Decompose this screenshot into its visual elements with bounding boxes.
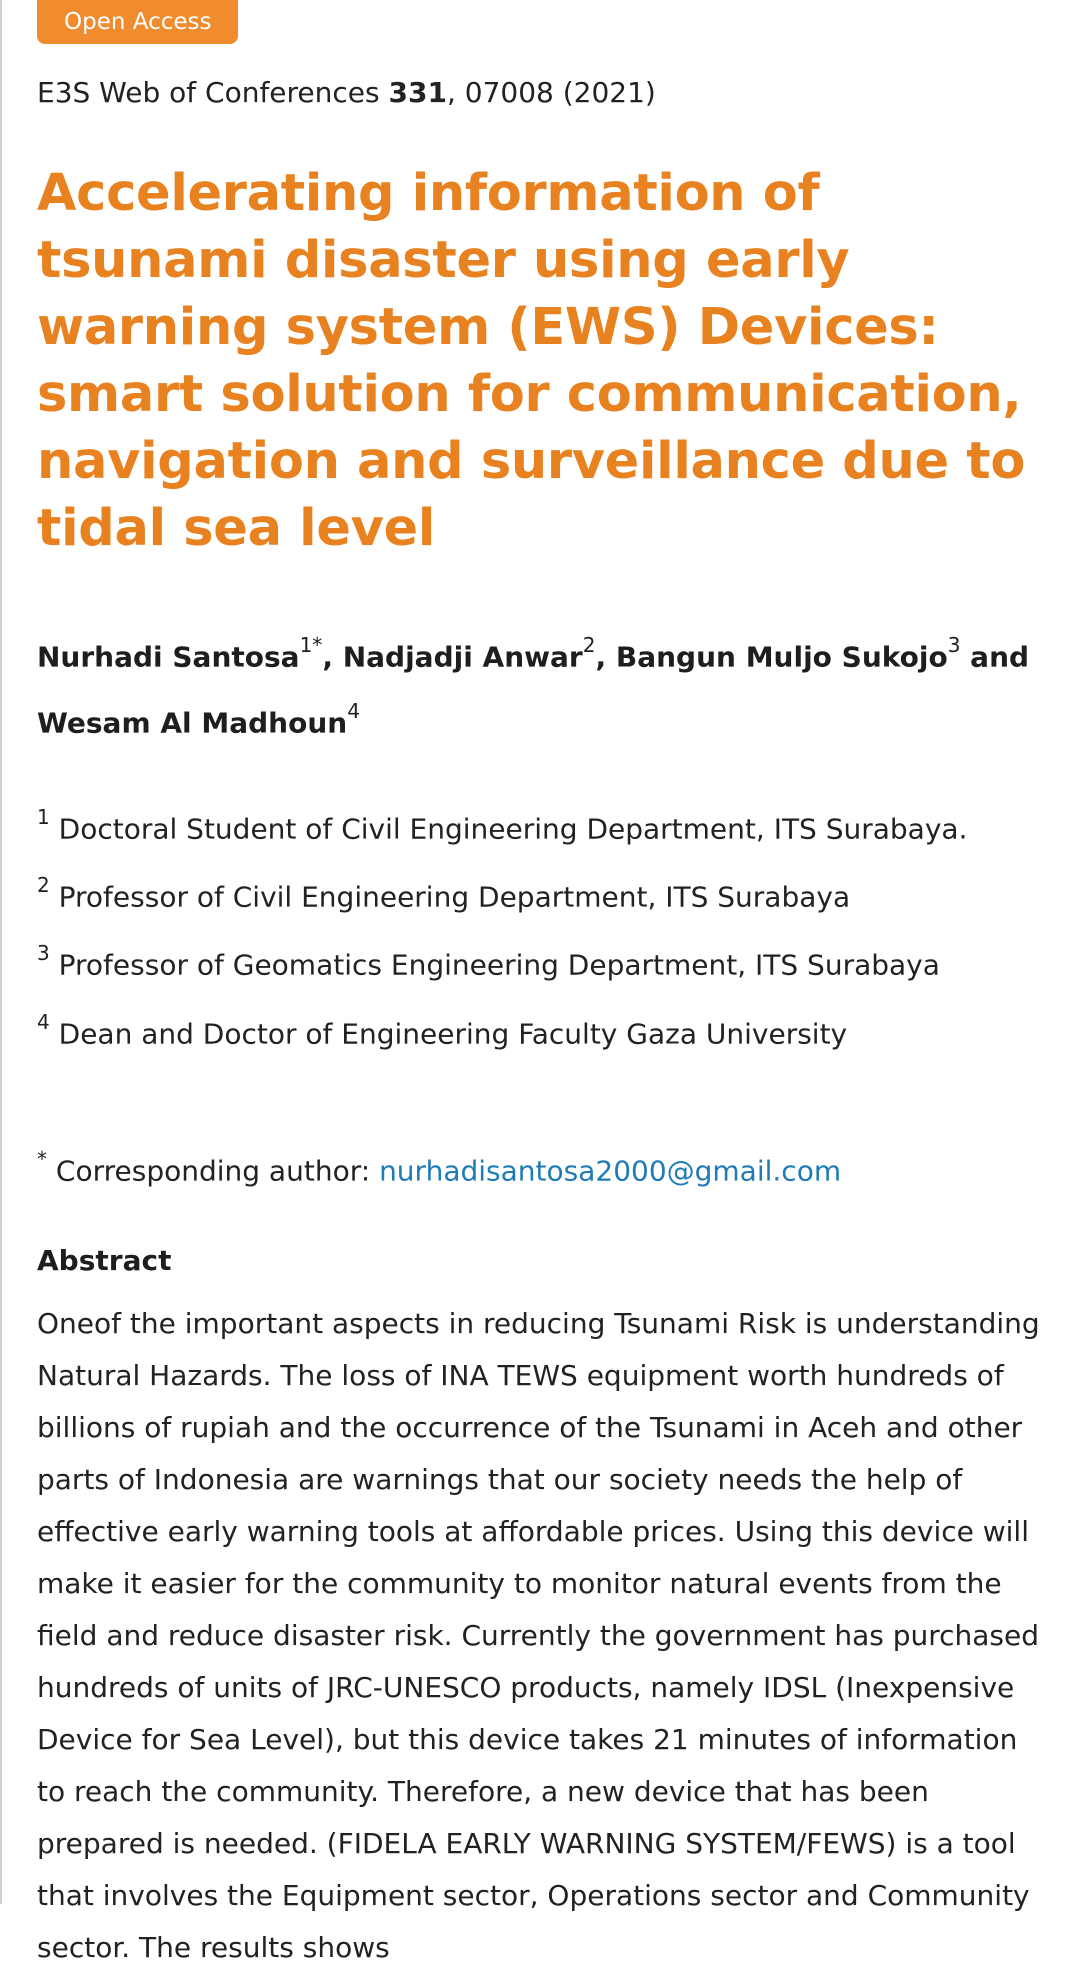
affiliation-item (37, 859, 1047, 927)
affiliation-list (37, 791, 1047, 1064)
author-affiliation-mark: 3 (947, 633, 961, 657)
corresponding-author (37, 1142, 1047, 1192)
affiliation-item (37, 927, 1047, 995)
journal-volume: 331 (388, 76, 447, 109)
affiliation-text: Professor of Geomatics Engineering Department, ITS Surabaya (49, 948, 940, 982)
author-separator: , (595, 640, 616, 674)
author-name: Bangun Muljo Sukojo (615, 640, 948, 674)
journal-citation (37, 76, 1047, 110)
journal-article-info: , 07008 (2021) (446, 76, 656, 109)
author-affiliation-mark: 1* (299, 633, 323, 657)
author-affiliation-mark: 2 (582, 633, 596, 657)
affiliation-number: 3 (37, 941, 50, 966)
article-title: Accelerating information of tsunami disaster using early warning system (EWS) Devices: smart solution for communication, navigation and surveillance due to tidal sea level (37, 164, 1026, 558)
affiliation-text: Doctoral Student of Civil Engineering Department, ITS Surabaya. (49, 811, 968, 845)
open-access-badge[interactable]: Open Access (37, 0, 238, 44)
author-name: Nadjadji Anwar (342, 640, 583, 674)
page-left-border (0, 0, 2, 1904)
affiliation-number: 4 (37, 1009, 50, 1034)
corresponding-label: Corresponding author: (47, 1154, 380, 1188)
affiliation-text: Dean and Doctor of Engineering Faculty Gaza University (49, 1016, 848, 1050)
affiliation-text: Professor of Civil Engineering Department, ITS Surabaya (49, 880, 851, 914)
author-separator: and (960, 640, 1030, 674)
author-affiliation-mark: 4 (347, 699, 360, 724)
affiliation-number: 2 (37, 872, 50, 897)
affiliation-number: 1 (37, 804, 50, 829)
author-list (37, 620, 1047, 753)
journal-name: E3S Web of Conferences (37, 76, 389, 109)
article-header (37, 0, 1047, 1974)
abstract-heading: Abstract (37, 1244, 172, 1278)
author-separator: , (322, 640, 343, 674)
author-name: Nurhadi Santosa (37, 640, 300, 674)
author-name: Wesam Al Madhoun (37, 706, 348, 740)
affiliation-item (37, 791, 1047, 859)
corresponding-email-link[interactable]: nurhadisantosa2000@gmail.com (379, 1154, 842, 1188)
abstract-body: Oneof the important aspects in reducing Tsunami Risk is understanding Natural Hazards. The loss of INA TEWS equipment worth hundreds of billions of rupiah and the occurrence of the Tsunami in Aceh and other parts of Indonesia are warnings that our society needs the help of effective early warning tools at affordable prices. Using this device will make it easier for the community to monitor natural events from the field and reduce disaster risk. Currently the government has purchased hundreds of units of JRC-UNESCO products, namely IDSL (Inexpensive Device for Sea Level), but this device takes 21 minutes of information to reach the community. Therefore, a new device that has been prepared is needed. (FIDELA EARLY WARNING SYSTEM/FEWS) is a tool that involves the Equipment sector, Operations sector and Community sector. The results shows (37, 1307, 1040, 1965)
corresponding-mark: * (37, 1146, 47, 1171)
affiliation-item (37, 996, 1047, 1064)
